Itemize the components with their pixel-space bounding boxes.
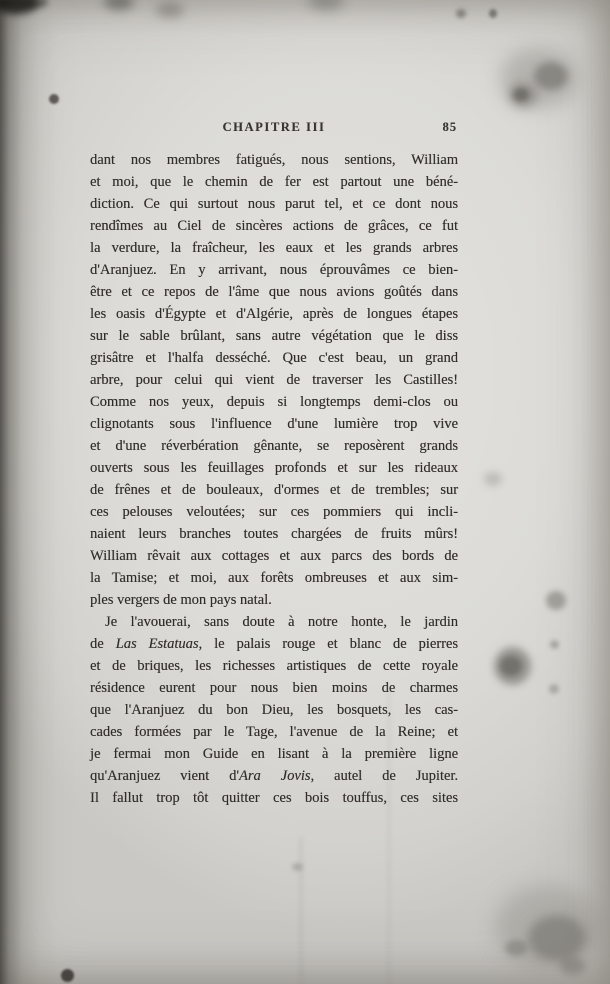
text-segment: dant nos membres fatigués, nous sentions, William: [90, 152, 458, 168]
page-gutter-shadow: [0, 0, 58, 984]
text-line: [90, 479, 458, 501]
text-segment: rendîmes au Ciel de sincères actions de grâces, ce fut: [90, 218, 458, 234]
text-line: [90, 413, 458, 435]
text-line: [90, 677, 458, 699]
text-segment: je fermai mon Guide en lisant à la première ligne: [90, 746, 458, 762]
ink-stain: [292, 863, 303, 871]
text-line: [90, 193, 458, 215]
ink-stain: [500, 656, 522, 676]
text-line: [90, 633, 458, 655]
text-segment: naient leurs branches toutes chargées de fruits mûrs!: [90, 526, 458, 542]
text-line: [90, 655, 458, 677]
text-segment: et de briques, les richesses artistiques de cette royale: [90, 658, 458, 674]
text-segment: Il fallut trop tôt quitter ces bois touffus, ces sites: [90, 790, 458, 806]
ink-stain: [534, 62, 568, 90]
ink-stain: [505, 940, 527, 956]
text-line: [90, 545, 458, 567]
text-line: [90, 259, 458, 281]
chapter-heading: CHAPITRE III: [222, 120, 326, 134]
text-line: [90, 215, 458, 237]
text-line: [90, 765, 458, 787]
text-segment: Comme nos yeux, depuis si longtemps demi-clos ou: [90, 394, 458, 410]
text-segment: ces pelouses veloutées; sur ces pommiers qui incli-: [90, 504, 458, 520]
text-line: [90, 457, 458, 479]
text-line: [90, 325, 458, 347]
text-line: [90, 567, 458, 589]
text-line: [90, 347, 458, 369]
text-segment: résidence eurent pour nous bien moins de charmes: [90, 680, 458, 696]
ink-stain: [456, 9, 466, 18]
text-segment: cades formées par le Tage, l'avenue de la Reine; et: [90, 724, 458, 740]
text-line: [90, 435, 458, 457]
ink-stain: [156, 2, 184, 18]
italic-phrase: Ara Jovis: [238, 768, 311, 784]
ink-stain: [550, 640, 559, 649]
ink-stain: [61, 969, 74, 982]
page-text: [90, 149, 458, 809]
text-line: [90, 721, 458, 743]
text-line: [90, 171, 458, 193]
text-line: [90, 699, 458, 721]
text-segment: et moi, que le chemin de fer est partout une béné-: [90, 174, 458, 190]
text-segment: ples vergers de mon pays natal.: [90, 592, 272, 608]
text-line: [90, 281, 458, 303]
text-line: [90, 501, 458, 523]
ink-stain: [560, 957, 586, 975]
text-segment: que l'Aranjuez du bon Dieu, les bosquets, les cas-: [90, 702, 458, 718]
text-line: [90, 523, 458, 545]
paper-crease: [300, 838, 302, 984]
text-segment: de: [90, 636, 116, 652]
ink-stain: [308, 0, 344, 10]
text-segment: , le palais rouge et blanc de pierres: [198, 636, 459, 652]
text-segment: , autel de Jupiter.: [310, 768, 459, 784]
ink-stain: [484, 472, 502, 486]
ink-stain: [549, 684, 559, 694]
text-segment: grisâtre et l'halfa desséché. Que c'est beau, un grand: [90, 350, 458, 366]
ink-stain: [494, 647, 531, 685]
page-number: 85: [442, 120, 457, 134]
text-segment: et d'une réverbération gênante, se reposèrent grands: [90, 438, 458, 454]
text-line: [90, 149, 458, 171]
text-segment: de frênes et de bouleaux, d'ormes et de trembles; sur: [90, 482, 458, 498]
ink-stain: [500, 48, 578, 108]
text-line: [90, 303, 458, 325]
ink-stain: [104, 0, 134, 10]
text-line: [90, 237, 458, 259]
text-segment: sur le sable brûlant, sans autre végétation que le diss: [90, 328, 458, 344]
text-segment: être et ce repos de l'âme que nous avions goûtés dans: [90, 284, 458, 300]
text-segment: d'Aranjuez. En y arrivant, nous éprouvâmes ce bien-: [90, 262, 458, 278]
text-line: [90, 787, 458, 809]
text-segment: ouverts sous les feuillages profonds et sur les rideaux: [90, 460, 458, 476]
italic-phrase: Las Estatuas: [115, 636, 199, 652]
text-line: [90, 369, 458, 391]
text-line: [90, 611, 458, 633]
text-line: [90, 743, 458, 765]
ink-stain: [546, 591, 566, 610]
text-segment: William rêvait aux cottages et aux parcs des bords de: [90, 548, 458, 564]
text-segment: les oasis d'Égypte et d'Algérie, après de longues étapes: [90, 306, 458, 322]
text-segment: qu'Aranjuez vient d': [90, 768, 239, 784]
text-segment: clignotants sous l'influence d'une lumière trop vive: [90, 416, 458, 432]
ink-stain: [508, 82, 538, 108]
page-header: [90, 120, 458, 138]
text-line: [90, 391, 458, 413]
ink-stain: [528, 915, 586, 961]
text-segment: arbre, pour celui qui vient de traverser les Castilles!: [90, 372, 458, 388]
text-segment: Je l'avouerai, sans doute à notre honte, le jardin: [105, 614, 458, 630]
text-line: [90, 589, 458, 611]
ink-stain: [495, 885, 600, 970]
ink-stain: [489, 9, 497, 18]
ink-stain: [513, 88, 529, 102]
text-segment: la verdure, la fraîcheur, les eaux et les grands arbres: [90, 240, 458, 256]
text-segment: la Tamise; et moi, aux forêts ombreuses et aux sim-: [90, 570, 458, 586]
text-segment: diction. Ce qui surtout nous parut tel, et ce dont nous: [90, 196, 458, 212]
